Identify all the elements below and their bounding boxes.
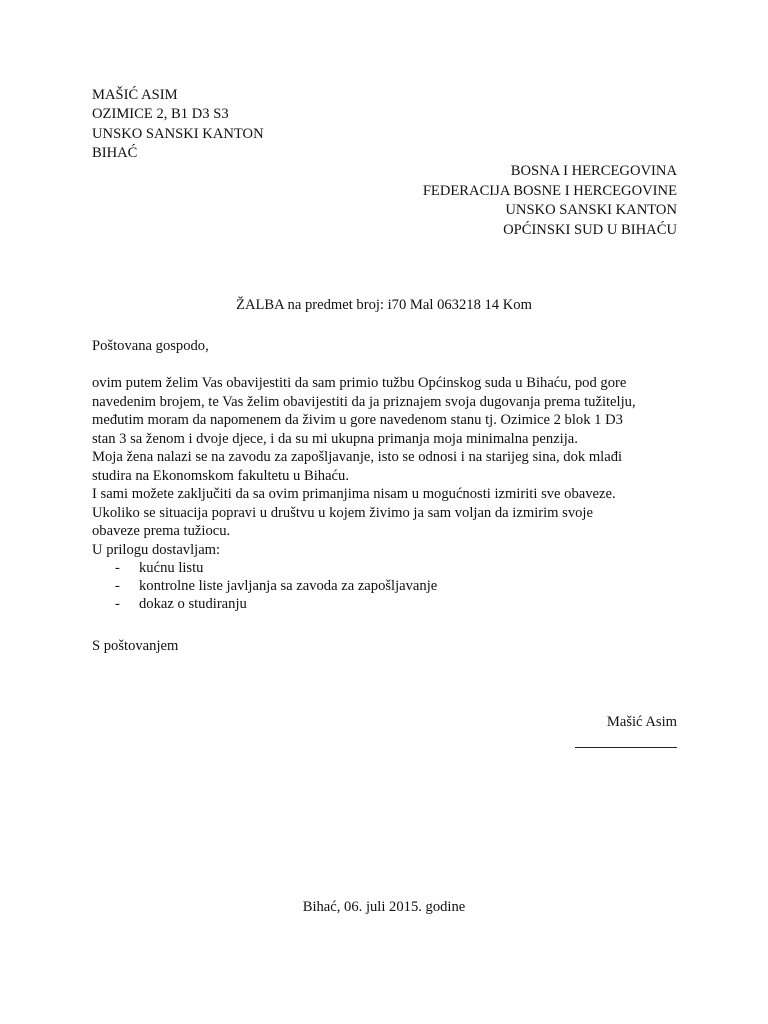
recipient-country: BOSNA I HERCEGOVINA <box>510 163 677 179</box>
body-line: studira na Ekonomskom fakultetu u Bihaću. <box>92 467 349 484</box>
recipient-court: OPĆINSKI SUD U BIHAĆU <box>503 221 677 238</box>
sender-block <box>92 86 264 163</box>
recipient-block <box>423 162 677 240</box>
body-line: I sami možete zaključiti da sa ovim primanjima nisam u mogućnosti izmiriti sve obaveze. <box>92 486 616 502</box>
sender-name: MAŠIĆ ASIM <box>92 87 178 103</box>
list-item <box>92 577 682 595</box>
letter-body <box>92 374 682 613</box>
attachment-label: kućnu listu <box>139 560 204 576</box>
sender-address: OZIMICE 2, B1 D3 S3 <box>92 106 229 123</box>
list-bullet: - <box>115 578 120 594</box>
signature-name: Mašić Asim <box>606 714 677 730</box>
body-line: stan 3 sa ženom i dvoje djece, i da su mi ukupna primanja moja minimalna penzija. <box>92 430 578 447</box>
sender-city: BIHAĆ <box>92 144 138 161</box>
recipient-federation: FEDERACIJA BOSNE I HERCEGOVINE <box>422 182 677 199</box>
list-item <box>92 595 682 613</box>
recipient-canton: UNSKO SANSKI KANTON <box>505 202 677 218</box>
attachment-label: kontrolne liste javljanja sa zavoda za zapošljavanje <box>139 578 438 594</box>
letter-subject: ŽALBA na predmet broj: i70 Mal 063218 14 Kom <box>236 297 532 313</box>
attachments-list <box>92 559 682 613</box>
signature-line <box>575 747 677 748</box>
list-bullet: - <box>115 596 120 612</box>
list-bullet: - <box>115 560 120 576</box>
body-line: Ukoliko se situacija popravi u društvu u kojem živimo ja sam voljan da izmirim svoje <box>92 504 593 521</box>
letter-closing: S poštovanjem <box>92 638 179 654</box>
date-place: Bihać, 06. juli 2015. godine <box>302 899 466 915</box>
body-line: ovim putem želim Vas obavijestiti da sam primio tužbu Općinskog suda u Bihaću, pod gore <box>92 375 627 391</box>
body-line: međutim moram da napomenem da živim u gore navedenom stanu tj. Ozimice 2 blok 1 D3 <box>92 412 623 428</box>
letter-greeting: Poštovana gospodo, <box>92 338 209 354</box>
body-line: Moja žena nalazi se na zavodu za zapošljavanje, isto se odnosi i na starijeg sina, dok mlađi <box>92 449 623 465</box>
body-line: obaveze prema tužiocu. <box>92 523 231 539</box>
body-line: navedenim brojem, te Vas želim obavijestiti da ja priznajem svoja dugovanja prema tužitelju, <box>92 393 636 410</box>
list-item <box>92 559 682 577</box>
body-line: U prilogu dostavljam: <box>92 541 221 558</box>
attachment-label: dokaz o studiranju <box>139 596 247 612</box>
sender-region: UNSKO SANSKI KANTON <box>92 125 264 142</box>
